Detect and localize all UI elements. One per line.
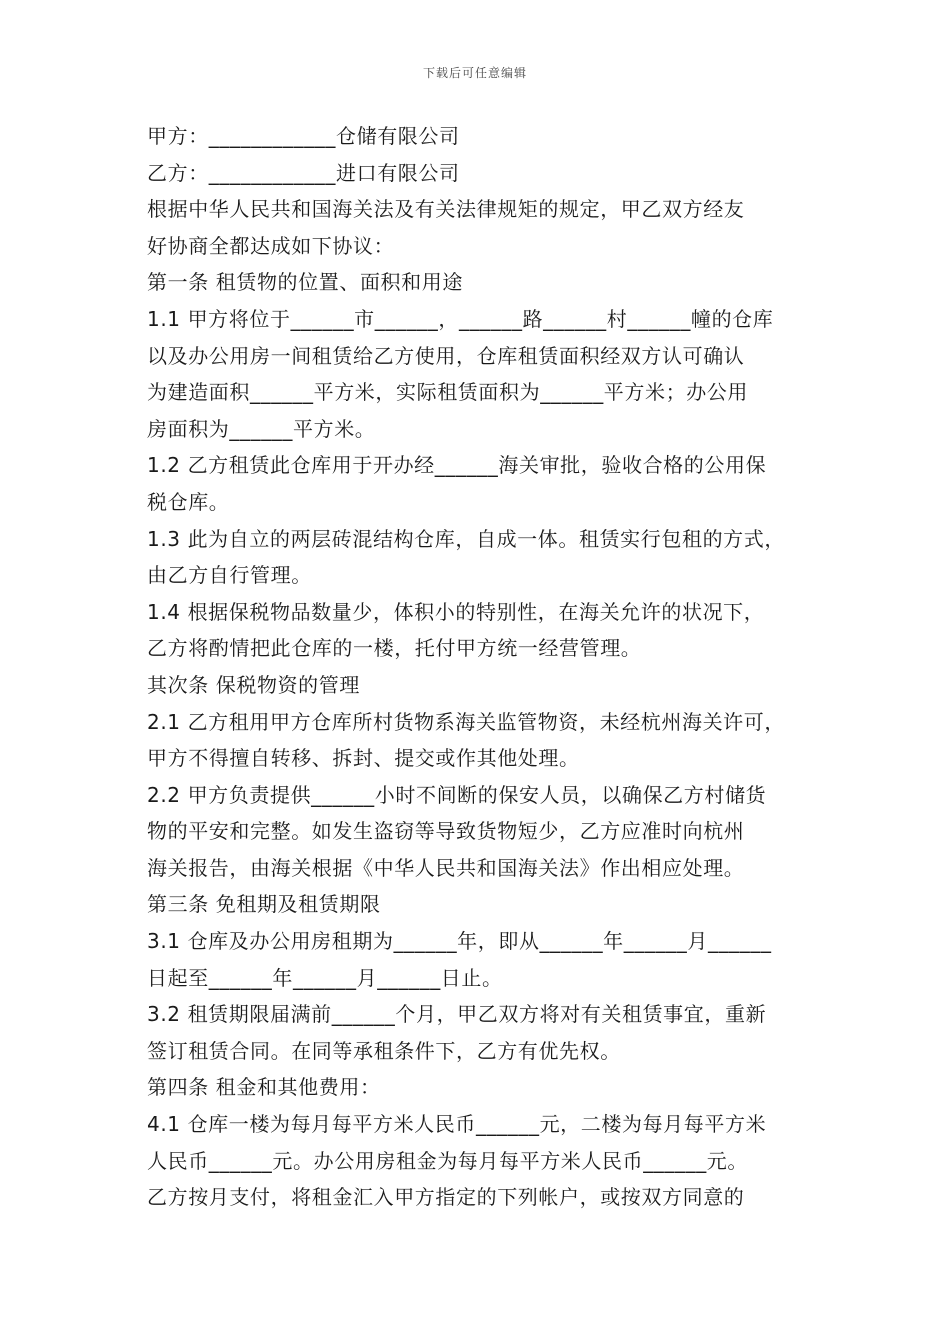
text-line: 由乙方自行管理。 <box>147 563 312 588</box>
text-line: 好协商全都达成如下协议： <box>147 233 395 258</box>
text-line: 2.1 乙方租用甲方仓库所村货物系海关监管物资，未经杭州海关许可， <box>147 709 785 734</box>
section-heading: 其次条 保税物资的管理 <box>147 672 360 697</box>
text-line: 乙方按月支付，将租金汇入甲方指定的下列帐户，或按双方同意的 <box>147 1185 745 1210</box>
header-note: 下载后可任意编辑 <box>422 66 527 80</box>
text-line: 为建造面积______平方米，实际租赁面积为______平方米；办公用 <box>147 380 748 405</box>
text-line: 乙方：____________进口有限公司 <box>147 160 460 185</box>
text-line: 1.2 乙方租赁此仓库用于开办经______海关审批，验收合格的公用保 <box>147 453 767 478</box>
text-line: 1.4 根据保税物品数量少，体积小的特别性，在海关允许的状况下， <box>147 599 765 624</box>
section-heading: 第一条 租赁物的位置、面积和用途 <box>147 270 463 295</box>
text-line: 人民币______元。办公用房租金为每月每平方米人民币______元。 <box>147 1148 748 1173</box>
text-line: 1.1 甲方将位于______市______，______路______村______幢的仓库 <box>147 306 774 331</box>
section-heading: 第四条 租金和其他费用： <box>147 1075 381 1100</box>
text-line: 4.1 仓库一楼为每月每平方米人民币______元，二楼为每月每平方米 <box>147 1112 767 1137</box>
text-line: 1.3 此为自立的两层砖混结构仓库，自成一体。租赁实行包租的方式， <box>147 526 785 551</box>
section-heading: 第三条 免租期及租赁期限 <box>147 892 381 917</box>
text-line: 房面积为______平方米。 <box>147 416 376 441</box>
text-line: 甲方：____________仓储有限公司 <box>147 124 460 148</box>
text-line: 税仓库。 <box>147 489 230 514</box>
text-line: 根据中华人民共和国海关法及有关法律规矩的规定，甲乙双方经友 <box>147 197 745 222</box>
text-line: 2.2 甲方负责提供______小时不间断的保安人员，以确保乙方村储货 <box>147 782 767 807</box>
text-line: 甲方不得擅自转移、拆封、提交或作其他处理。 <box>147 746 580 771</box>
text-line: 乙方将酌情把此仓库的一楼，托付甲方统一经营管理。 <box>147 636 642 661</box>
contract-body <box>147 118 837 1216</box>
text-line: 3.1 仓库及办公用房租期为______年，即从______年______月______ <box>147 929 772 954</box>
text-line: 签订租赁合同。在同等承租条件下，乙方有优先权。 <box>147 1038 621 1063</box>
text-line: 日起至______年______月______日止。 <box>147 965 503 990</box>
text-line: 3.2 租赁期限届满前______个月，甲乙双方将对有关租赁事宜，重新 <box>147 1002 767 1027</box>
text-line: 海关报告，由海关根据《中华人民共和国海关法》作出相应处理。 <box>147 855 745 880</box>
text-line: 物的平安和完整。如发生盗窃等导致货物短少，乙方应准时向杭州 <box>147 819 745 844</box>
text-line: 以及办公用房一间租赁给乙方使用，仓库租赁面积经双方认可确认 <box>147 343 745 368</box>
